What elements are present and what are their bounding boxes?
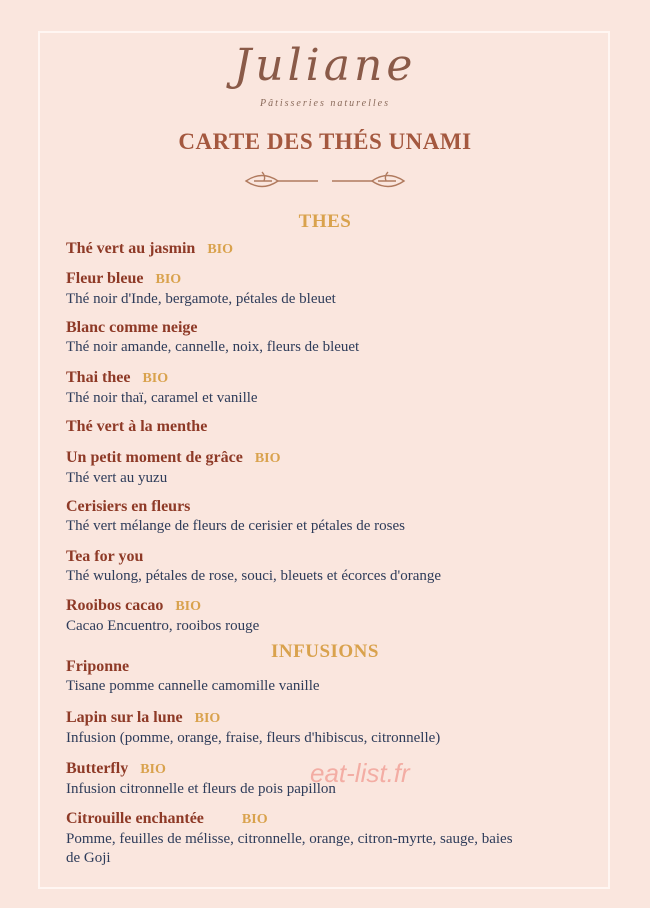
bio-badge: BIO [241,812,268,827]
menu-item [66,708,586,748]
leaf-divider-icon [240,166,410,196]
item-description: Thé noir thaï, caramel et vanille [66,390,258,406]
section-title-infusions: INFUSIONS [271,641,379,662]
bio-badge: BIO [175,599,202,614]
menu-item [66,269,586,309]
item-name-row [66,547,586,567]
menu-item [66,417,586,437]
bio-badge: BIO [140,762,166,777]
item-name: Thai thee [66,369,131,386]
menu-item [66,448,586,488]
item-description: Cacao Encuentro, rooibos rouge [66,618,260,634]
page-title: CARTE DES THÉS UNAMI [178,129,472,154]
menu-item [66,318,586,357]
menu-item [66,596,586,636]
item-name: Butterfly [66,760,129,777]
bio-badge: BIO [155,272,182,287]
menu-item [66,809,586,868]
item-name: Friponne [66,658,130,675]
item-name-row [66,809,586,830]
watermark: eat-list.fr [310,758,410,788]
bio-badge: BIO [142,371,169,386]
menu-item [66,547,586,586]
bio-badge: BIO [254,451,281,466]
item-name: Tea for you [66,548,144,565]
bio-badge: BIO [194,711,221,726]
item-name: Thé vert au jasmin [66,240,196,257]
menu-item [66,368,586,408]
item-name-row [66,269,586,290]
item-name-row [66,368,586,389]
item-description: Pomme, feuilles de mélisse, citronnelle, orange, citron-myrte, sauge, baies de Goji [66,831,513,866]
brand-subtitle: Pâtisseries naturelles [259,98,390,109]
item-name: Lapin sur la lune [66,709,183,726]
item-name-row [66,239,586,260]
item-description: Tisane pomme cannelle camomille vanille [66,678,320,694]
item-description: Thé vert au yuzu [66,470,168,486]
item-name: Cerisiers en fleurs [66,498,191,515]
item-name: Thé vert à la menthe [66,418,208,435]
item-description: Infusion (pomme, orange, fraise, fleurs d'hibiscus, citronnelle) [66,730,441,746]
item-name-row [66,596,586,617]
item-name: Blanc comme neige [66,319,198,336]
item-name: Un petit moment de grâce [66,449,243,466]
item-name: Fleur bleue [66,270,144,287]
section-title-thes: THES [298,211,352,232]
item-name-row [66,417,586,437]
menu-item [66,497,586,536]
menu-item [66,239,586,260]
item-name-row [66,448,586,469]
item-name-row [66,708,586,729]
item-name: Rooibos cacao [66,597,164,614]
item-description: Thé wulong, pétales de rose, souci, bleuets et écorces d'orange [66,568,442,584]
item-name-row [66,657,586,677]
brand-name: Juliane [233,40,417,91]
item-description: Thé noir d'Inde, bergamote, pétales de bleuet [66,291,336,307]
item-name-row [66,497,586,517]
brand-logo [0,38,650,94]
item-description: Infusion citronnelle et fleurs de pois papillon [66,781,336,797]
item-description: Thé vert mélange de fleurs de cerisier et pétales de roses [66,518,406,534]
item-name-row [66,318,586,338]
bio-badge: BIO [207,242,234,257]
menu-item [66,657,586,696]
item-name: Citrouille enchantée [66,810,204,827]
item-description: Thé noir amande, cannelle, noix, fleurs de bleuet [66,339,360,355]
